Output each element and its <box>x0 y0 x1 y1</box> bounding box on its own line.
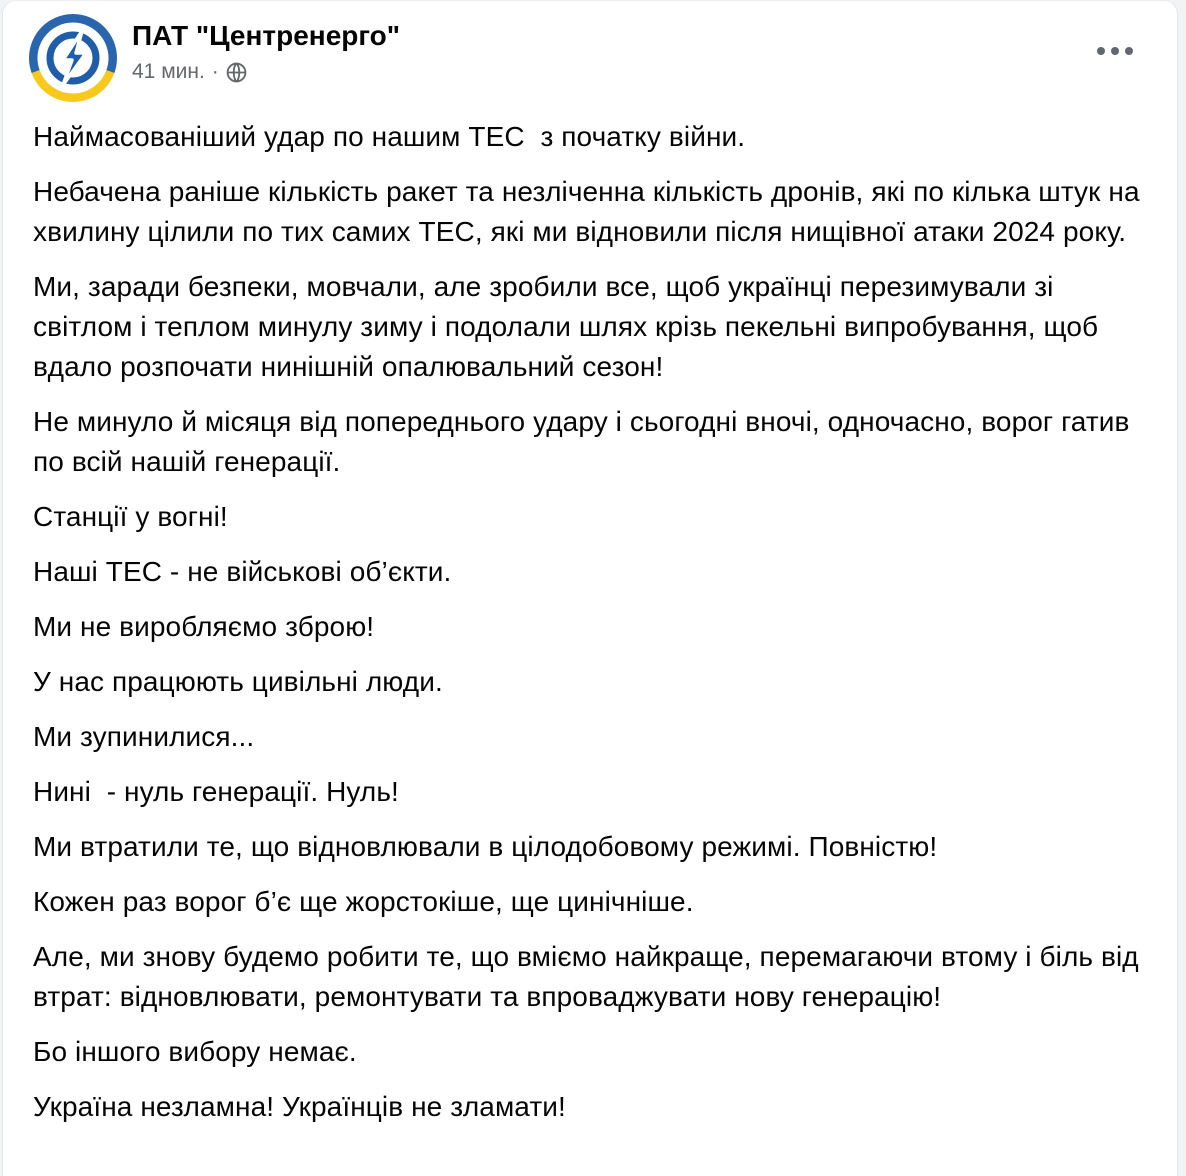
ellipsis-icon <box>1111 47 1119 55</box>
post-paragraph: Наші ТЕС - не військові об’єкти. <box>33 556 452 587</box>
globe-public-icon <box>226 62 247 83</box>
post-paragraph: У нас працюють цивільні люди. <box>33 666 443 697</box>
post-paragraph: Ми не виробляємо зброю! <box>33 611 375 642</box>
post-header <box>3 1 1177 102</box>
more-options-button[interactable] <box>1087 33 1143 69</box>
page-avatar[interactable] <box>29 14 117 102</box>
post-paragraph: Нині - нуль генерації. Нуль! <box>33 776 399 807</box>
page-name[interactable]: ПАТ "Центренерго" <box>132 20 401 51</box>
timestamp[interactable]: 41 мин. <box>132 60 205 83</box>
post-card <box>2 0 1178 1176</box>
post-paragraph: Не минуло й місяця від попереднього удару і сьогодні вночі, одночасно, ворог гатив по всій нашій генерації. <box>33 406 1138 477</box>
ellipsis-icon <box>1125 47 1133 55</box>
post-paragraph: Станції у вогні! <box>33 501 228 532</box>
post-paragraph: Бо іншого вибору немає. <box>33 1036 357 1067</box>
post-paragraph: Наймасованіший удар по нашим ТЕС з початку війни. <box>33 121 746 152</box>
ellipsis-icon <box>1097 47 1105 55</box>
post-paragraph: Ми зупинилися... <box>33 721 255 752</box>
post-paragraph: Але, ми знову будемо робити те, що вміємо найкраще, перемагаючи втому і біль від втрат: відновлювати, ремонтувати та впроваджувати нову генерацію! <box>33 941 1147 1012</box>
meta-separator: · <box>211 60 219 83</box>
post-paragraph: Україна незламна! Українців не зламати! <box>33 1091 566 1122</box>
header-text <box>132 14 400 84</box>
post-paragraph: Ми втратили те, що відновлювали в цілодобовому режимі. Повністю! <box>33 831 938 862</box>
post-meta <box>132 60 400 84</box>
post-text <box>3 102 1177 1147</box>
post-paragraph: Небачена раніше кількість ракет та незліченна кількість дронів, які по кілька штук на хвилину цілили по тих самих ТЕС, які ми відновили після нищівної атаки 2024 року. <box>33 176 1148 247</box>
post-paragraph: Кожен раз ворог б’є ще жорстокіше, ще цинічніше. <box>33 886 694 917</box>
post-paragraph: Ми, заради безпеки, мовчали, але зробили все, щоб українці перезимували зі світлом і теплом минулу зиму і подолали шлях крізь пекельні випробування, щоб вдало розпочати нинішній опалювальний сезон! <box>33 271 1107 382</box>
